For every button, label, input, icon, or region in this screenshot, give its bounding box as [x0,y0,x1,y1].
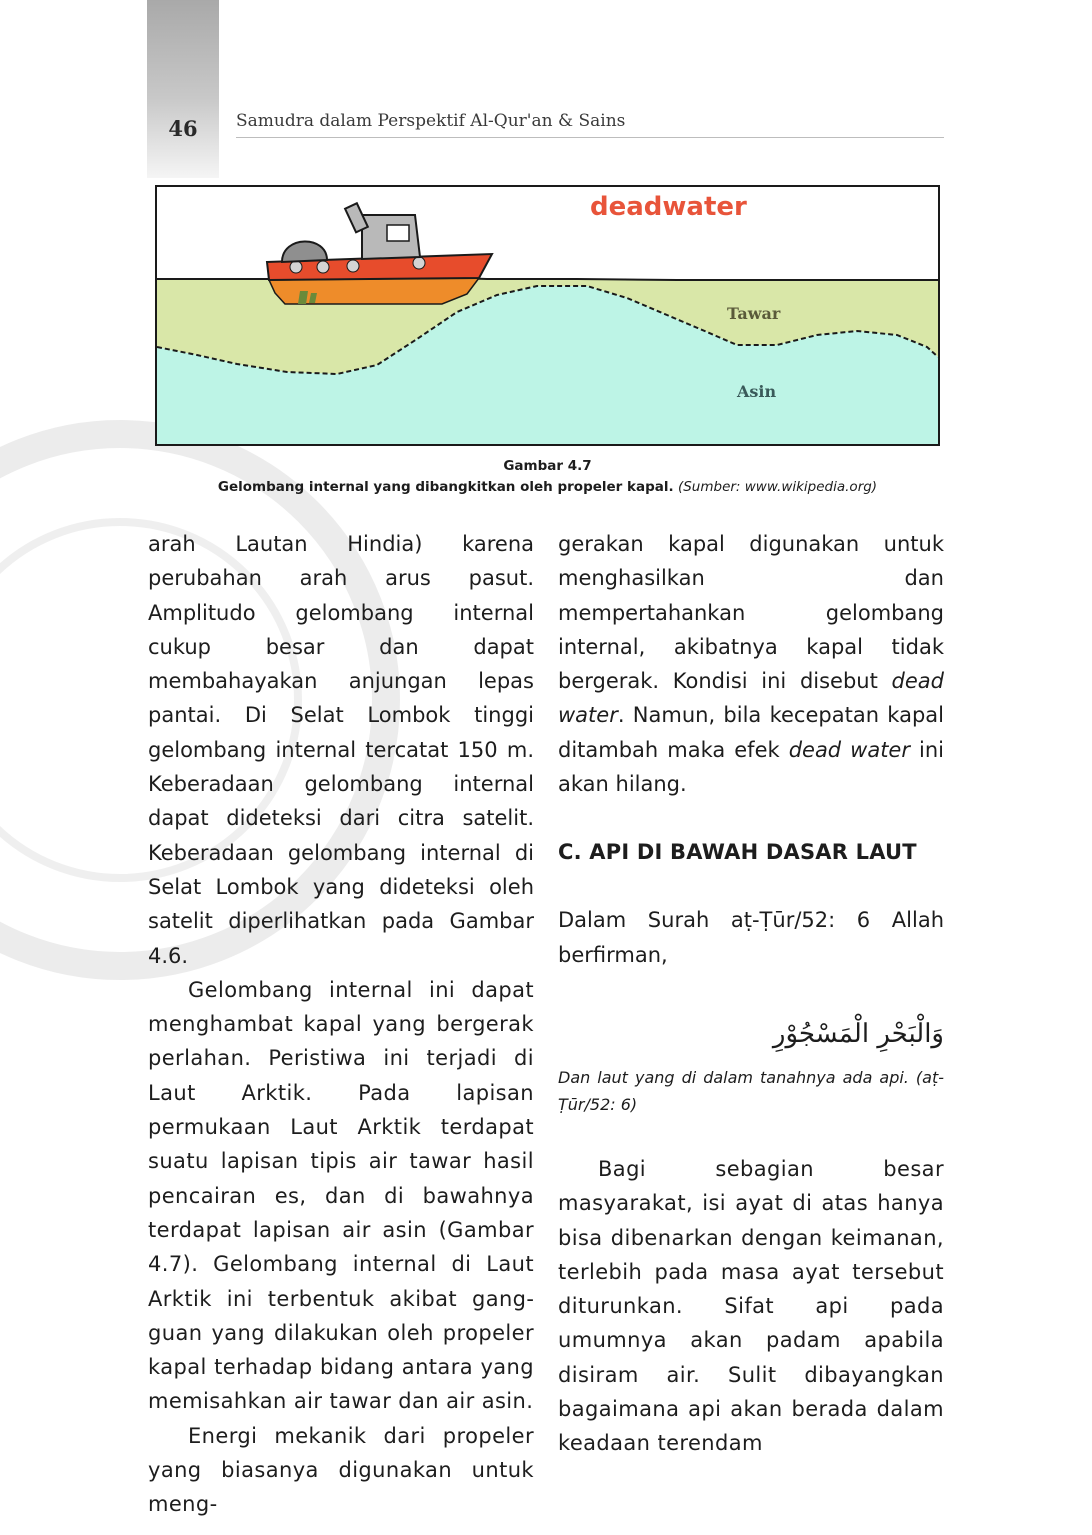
deadwater-diagram [157,187,938,444]
term-dead-water-2: dead water [788,737,910,762]
right-paragraph-1-part-b: . Namun, bila kecepatan kapal ditambah maka efek [558,703,944,762]
porthole [317,261,329,273]
page-number: 46 [168,116,198,141]
right-paragraph-2: Bagi sebagian besar masyarakat, isi ayat di atas hanya bisa dibenarkan dengan keimanan, terlebih pada masa ayat tersebut diturunkan. Sifat api pada umumnya akan padam apabila disiram air. Sulit dibayangkan bagaimana api akan berada dalam keadaan terendam [558,1156,944,1456]
left-paragraph-2: Gelombang internal ini dapat menghambat kapal yang bergerak perlahan. Peristiwa ini terjadi di Laut Arktik. Pada lapisan permukaan Laut Arktik terdapat suatu lapisan tipis air tawar hasil pencairan es, dan di bawahnya terdapat lapisan air asin (Gambar 4.7). Gelombang internal di Laut Arktik ini terbentuk akibat gangguan yang dilakukan oleh propeler kapal terhadap bidang antara yang memisahkan air tawar dan air asin. [148,977,534,1414]
label-tawar: Tawar [727,304,781,323]
page-tab [147,0,219,178]
figure-caption [155,456,940,498]
verse-translation: Dan laut yang di dalam tanahnya ada api. (aṭ-Ṭūr/52: 6) [558,1067,944,1114]
running-head: Samudra dalam Perspektif Al-Qur'an & Sains [236,111,626,131]
cabin-window [387,225,409,241]
figure-title: deadwater [590,192,747,222]
porthole [413,257,425,269]
right-column [558,527,944,1461]
surah-intro: Dalam Surah aṭ-Ṭūr/52: 6 Allah berfirman, [558,908,944,967]
header-rule [236,137,944,138]
caption-source: (Sumber: www.wikipedia.org) [677,479,878,495]
right-paragraph-1-part-a: gerakan kapal digunakan untuk menghasilkan dan mempertahankan gelombang internal, akibatnya kapal tidak bergerak. Kondisi ini disebut [558,532,944,694]
caption-title: Gelombang internal yang dibangkitkan oleh propeler kapal. [217,479,674,495]
quran-verse: وَالْبَحْرِ الْمَسْجُوْرِ [772,1018,944,1049]
caption-label: Gambar 4.7 [503,458,592,474]
left-paragraph-3: Energi mekanik dari propeler yang biasanya digunakan untuk meng- [148,1423,534,1517]
section-heading: C. API DI BAWAH DASAR LAUT [558,840,917,865]
porthole [290,261,302,273]
term-dead-water-1: dead water [558,669,944,728]
left-paragraph-1: arah Lautan Hindia) karena perubahan arah arus pasut. Amplitudo gelombang internal cukup besar dan dapat membahayakan anjungan lepas pantai. Di Selat Lombok tinggi gelombang internal tercatat 150 m. Keberadaan gelombang internal dapat dideteksi dari citra satelit. Keberadaan gelombang internal di Selat Lombok yang dideteksi oleh satelit diperlihatkan pada Gambar 4.6. [148,532,534,968]
porthole [347,260,359,272]
right-paragraph-1-part-c: ini akan hilang. [558,737,945,797]
left-column [148,527,534,1522]
right-paragraph-1 [558,527,944,801]
deadwater-figure [155,185,940,446]
label-asin: Asin [737,382,777,401]
